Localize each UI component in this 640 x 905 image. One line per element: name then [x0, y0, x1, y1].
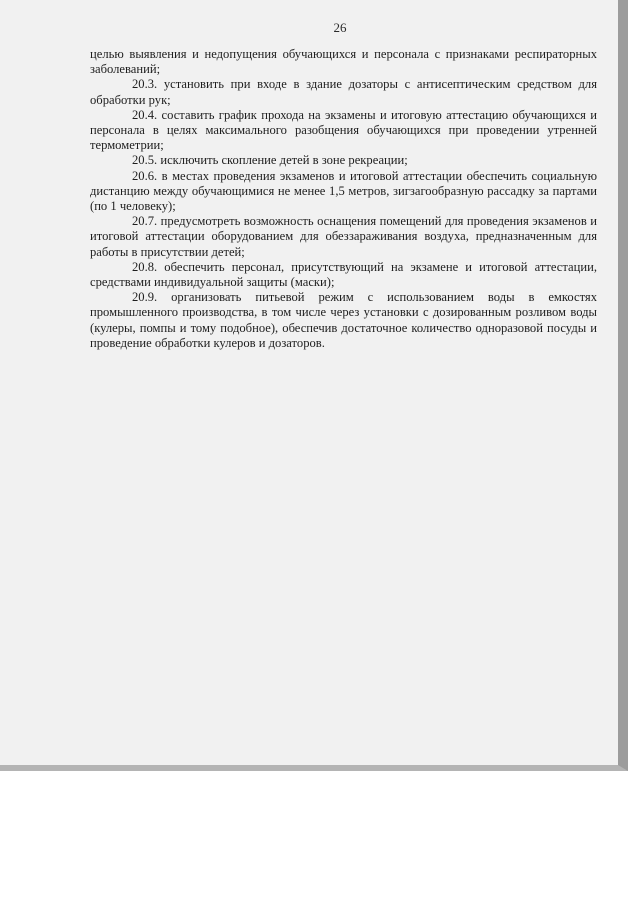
paragraph-20-4: 20.4. составить график прохода на экзамены и итоговую аттестацию обучающихся и персонала в целях максимального разобщения обучающихся при проведении утренней термометрии; [90, 107, 597, 153]
paragraph-20-6: 20.6. в местах проведения экзаменов и итоговой аттестации обеспечить социальную дистанцию между обучающимися не менее 1,5 метров, зигзагообразную рассадку за партами (по 1 человеку); [90, 168, 597, 214]
paragraph-20-7: 20.7. предусмотреть возможность оснащения помещений для проведения экзаменов и итоговой аттестации оборудованием для обеззараживания воздуха, предназначенным для работы в присутствии детей; [90, 214, 597, 259]
paragraph-20-8: 20.8. обеспечить персонал, присутствующий на экзамене и итоговой аттестации, средствами индивидуальной защиты (маски); [90, 259, 597, 290]
paragraph-20-5: 20.5. исключить скопление детей в зоне рекреации; [132, 153, 408, 168]
page-number: 26 [333, 20, 347, 35]
document-body [90, 47, 597, 351]
paragraph-continuation: целью выявления и недопущения обучающихся и персонала с признаками респираторных заболеваний; [90, 47, 597, 77]
paragraph-20-9: 20.9. организовать питьевой режим с использованием воды в емкостях промышленного производства, в том числе через установки с дозированным розливом воды (кулеры, помпы и тому подобное), обеспечив достаточное количество одноразовой посуды и проведение обработки кулеров и дозаторов. [90, 290, 597, 350]
paragraph-20-3: 20.3. установить при входе в здание дозаторы с антисептическим средством для обработки рук; [90, 77, 597, 107]
